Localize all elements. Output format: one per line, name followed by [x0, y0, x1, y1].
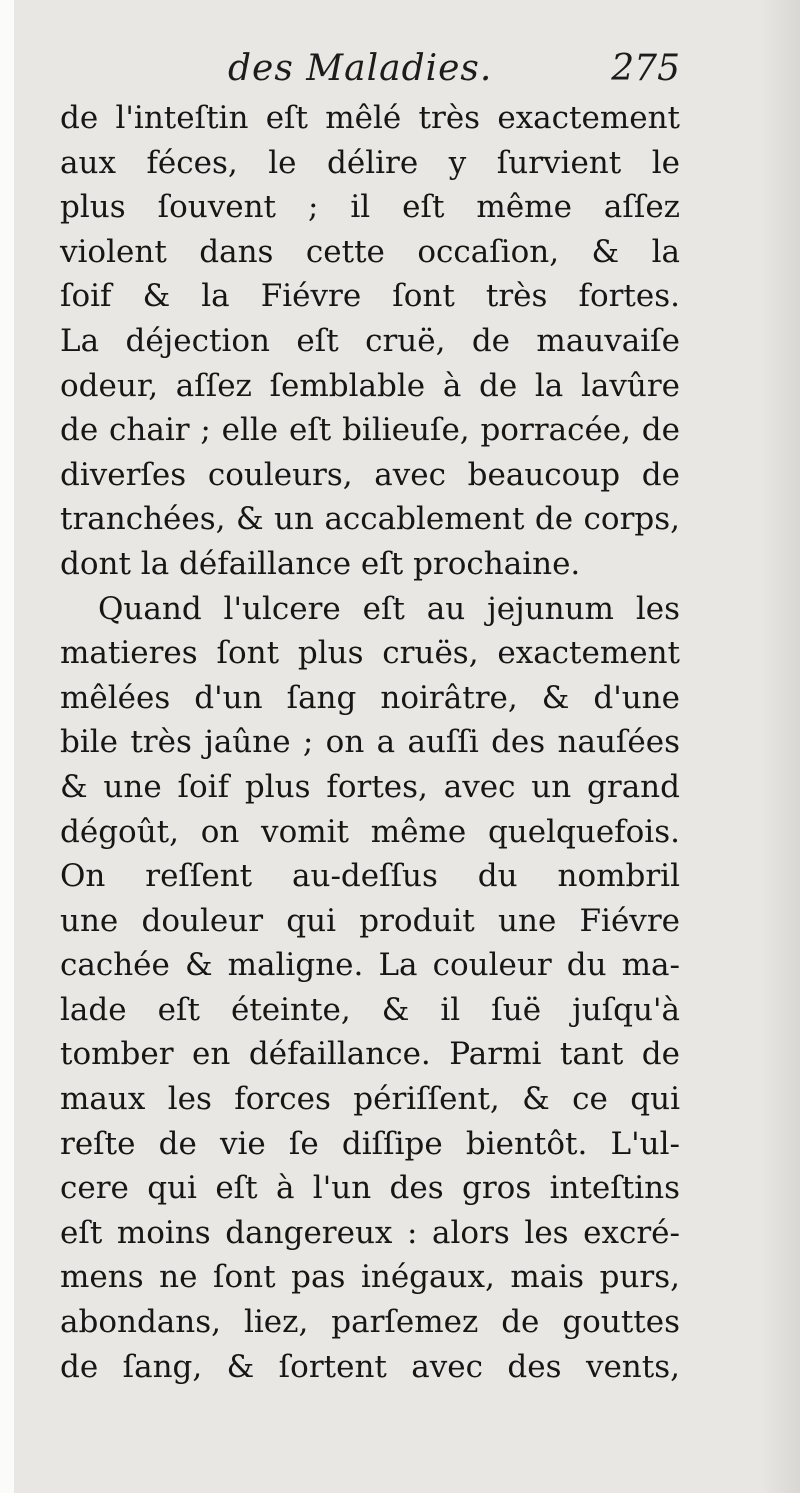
text-line: mens ne ſont pas inégaux, mais purs, [60, 1259, 680, 1296]
text-line: On reſſent au-deſſus du nombril [60, 858, 680, 895]
text-line: lade eſt éteinte, & il ſuë juſqu'à [60, 991, 680, 1028]
text-line: violent dans cette occaſion, & la [60, 233, 680, 270]
text-line: bile très jaûne ; on a auſſi des nauſées [60, 724, 680, 761]
text-line: eſt moins dangereux : alors les excré- [60, 1214, 680, 1251]
text-line: une douleur qui produit une Fiévre [60, 902, 680, 939]
text-line: tranchées, & un accablement de corps, [60, 501, 680, 538]
text-line: diverſes couleurs, avec beaucoup de [60, 456, 680, 493]
text-line: mêlées d'un ſang noirâtre, & d'une [60, 679, 680, 716]
text-line: odeur, aſſez ſemblable à de la lavûre [60, 367, 680, 404]
paragraph-start-line: Quand l'ulcere eſt au jejunum les [98, 590, 680, 627]
text-line: de l'inteſtin eſt mêlé très exactement [60, 100, 680, 136]
text-line: reſte de vie ſe diſſipe bientôt. L'ul- [60, 1125, 680, 1162]
text-line: de ſang, & ſortent avec des vents, [60, 1348, 680, 1385]
text-line: maux les forces périſſent, & ce qui [60, 1081, 680, 1118]
text-line: La déjection eſt cruë, de mauvaiſe [60, 322, 680, 359]
running-title: des Maladies. [228, 48, 493, 89]
page-number: 275 [611, 48, 680, 89]
text-line: ſoif & la Fiévre ſont très fortes. [60, 278, 680, 315]
paragraph-end-line: dont la défaillance eſt prochaine. [60, 545, 581, 582]
text-line: de chair ; elle eſt bilieuſe, porracée, de [60, 412, 680, 449]
text-line: matieres ſont plus cruës, exactement [60, 635, 680, 672]
text-line: tomber en défaillance. Parmi tant de [60, 1036, 680, 1073]
text-line: aux féces, le délire y ſurvient le [60, 144, 680, 181]
text-line: & une ſoif plus fortes, avec un grand [60, 768, 680, 805]
text-line: cere qui eſt à l'un des gros inteſtins [60, 1170, 680, 1207]
page-header [60, 48, 680, 100]
text-line: plus ſouvent ; il eſt même aſſez [60, 189, 680, 226]
text-line: abondans, liez, parſemez de gouttes [60, 1304, 680, 1341]
body-text [60, 96, 680, 1389]
text-line: dégoût, on vomit même quelquefois. [60, 813, 680, 850]
text-line: cachée & maligne. La couleur du ma- [60, 947, 680, 984]
